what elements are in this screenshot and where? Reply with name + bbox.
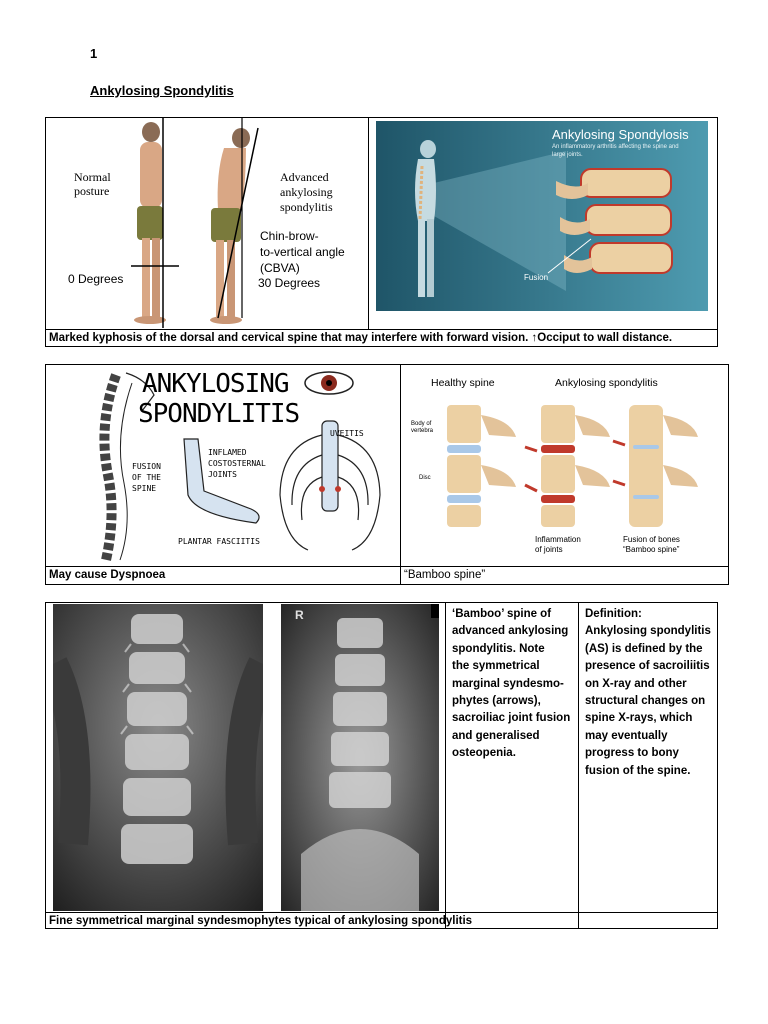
advanced-as-label: Advanced ankylosing spondylitis	[280, 170, 333, 214]
uveitis-label: UVEITIS	[330, 429, 364, 438]
spondylosis-title: Ankylosing Spondylosis	[552, 127, 689, 142]
inflamed-joints-label: INFLAMED COSTOSTERNAL JOINTS	[208, 448, 266, 479]
rib-cage	[280, 421, 380, 550]
description-line: osteopenia.	[452, 747, 516, 760]
row1-table	[45, 117, 718, 347]
document-title: Ankylosing Spondylitis	[90, 83, 234, 98]
row2-caption-left: May cause Dyspnoea	[49, 569, 166, 581]
definition-line: (AS) is defined by the	[585, 642, 703, 655]
fusion-label: Fusion	[524, 273, 549, 282]
definition-line: structural changes on	[585, 695, 706, 707]
definition-line: spine X-rays, which	[585, 712, 693, 725]
definition-line: Ankylosing spondylitis	[585, 625, 711, 638]
description-line: advanced ankylosing	[452, 625, 569, 638]
sketch-illustration	[46, 365, 400, 566]
page-number: 1	[90, 46, 98, 61]
inflammation-label: Inflammation of joints	[535, 535, 581, 554]
description-line: and generalised	[452, 729, 540, 742]
description-line: sacroiliac joint fusion	[452, 712, 571, 725]
definition-line: on X-ray and other	[585, 677, 687, 690]
normal-posture-label: Normal posture	[74, 170, 111, 198]
row3-table	[45, 602, 718, 929]
body-of-vertebra-label: Body of vertebra	[411, 421, 434, 434]
disc-label: Disc	[419, 475, 431, 481]
fusion-bones-label: Fusion of bones “Bamboo spine”	[623, 535, 680, 554]
description-line: the symmetrical	[452, 660, 540, 673]
posture-figures	[46, 118, 368, 329]
description-line: spondylitis. Note	[452, 642, 545, 655]
row3-caption: Fine symmetrical marginal syndesmophytes typical of ankylosing spondylitis	[49, 915, 473, 927]
cbva-label: Chin-brow- to-vertical angle (CBVA)	[260, 229, 345, 275]
inflamed-spine	[525, 405, 610, 527]
definition-line: fusion of the spine.	[585, 764, 691, 777]
definition-line: progress to bony	[585, 747, 679, 760]
sketch-title-line2: SPONDYLITIS	[138, 399, 300, 429]
definition-line: presence of sacroiliitis	[585, 660, 710, 673]
description-line: ‘Bamboo’ spine of	[452, 608, 552, 620]
as-spine-label: Ankylosing spondylitis	[555, 377, 658, 389]
fused-spine	[613, 405, 698, 527]
spine-comparison	[401, 365, 728, 566]
xray-spine-2	[281, 604, 439, 911]
xray-spine-1	[53, 604, 263, 911]
xray-marker-r: R	[295, 608, 304, 622]
description-line: phytes (arrows),	[452, 695, 541, 707]
thirty-degrees-label: 30 Degrees	[258, 276, 321, 290]
zero-degrees-label: 0 Degrees	[68, 272, 124, 286]
advanced-posture-figure	[210, 118, 258, 324]
row2-table	[45, 364, 729, 585]
definition-heading: Definition:	[585, 608, 642, 620]
spondylosis-subtitle: An inflammatory arthritis affecting the spine and large joints.	[552, 144, 679, 158]
healthy-spine-label: Healthy spine	[431, 377, 495, 389]
spondylosis-illustration	[376, 121, 708, 311]
xray-image-2	[281, 604, 439, 911]
row2-caption-right: “Bamboo spine”	[404, 569, 486, 581]
row1-caption: Marked kyphosis of the dorsal and cervical spine that may interfere with forward vision. ↑Occiput to wall distance.	[49, 332, 673, 344]
sketch-title-line1: ANKYLOSING	[142, 369, 289, 399]
normal-posture-figure	[131, 118, 179, 328]
fusion-spine-label: FUSION OF THE SPINE	[132, 462, 161, 493]
definition-line: may eventually	[585, 729, 668, 742]
healthy-spine	[447, 405, 516, 527]
xray-image-1	[53, 604, 263, 911]
plantar-fasciitis-label: PLANTAR FASCIITIS	[178, 537, 260, 546]
description-line: marginal syndesmo-	[452, 677, 564, 690]
posture-illustration	[46, 118, 368, 329]
